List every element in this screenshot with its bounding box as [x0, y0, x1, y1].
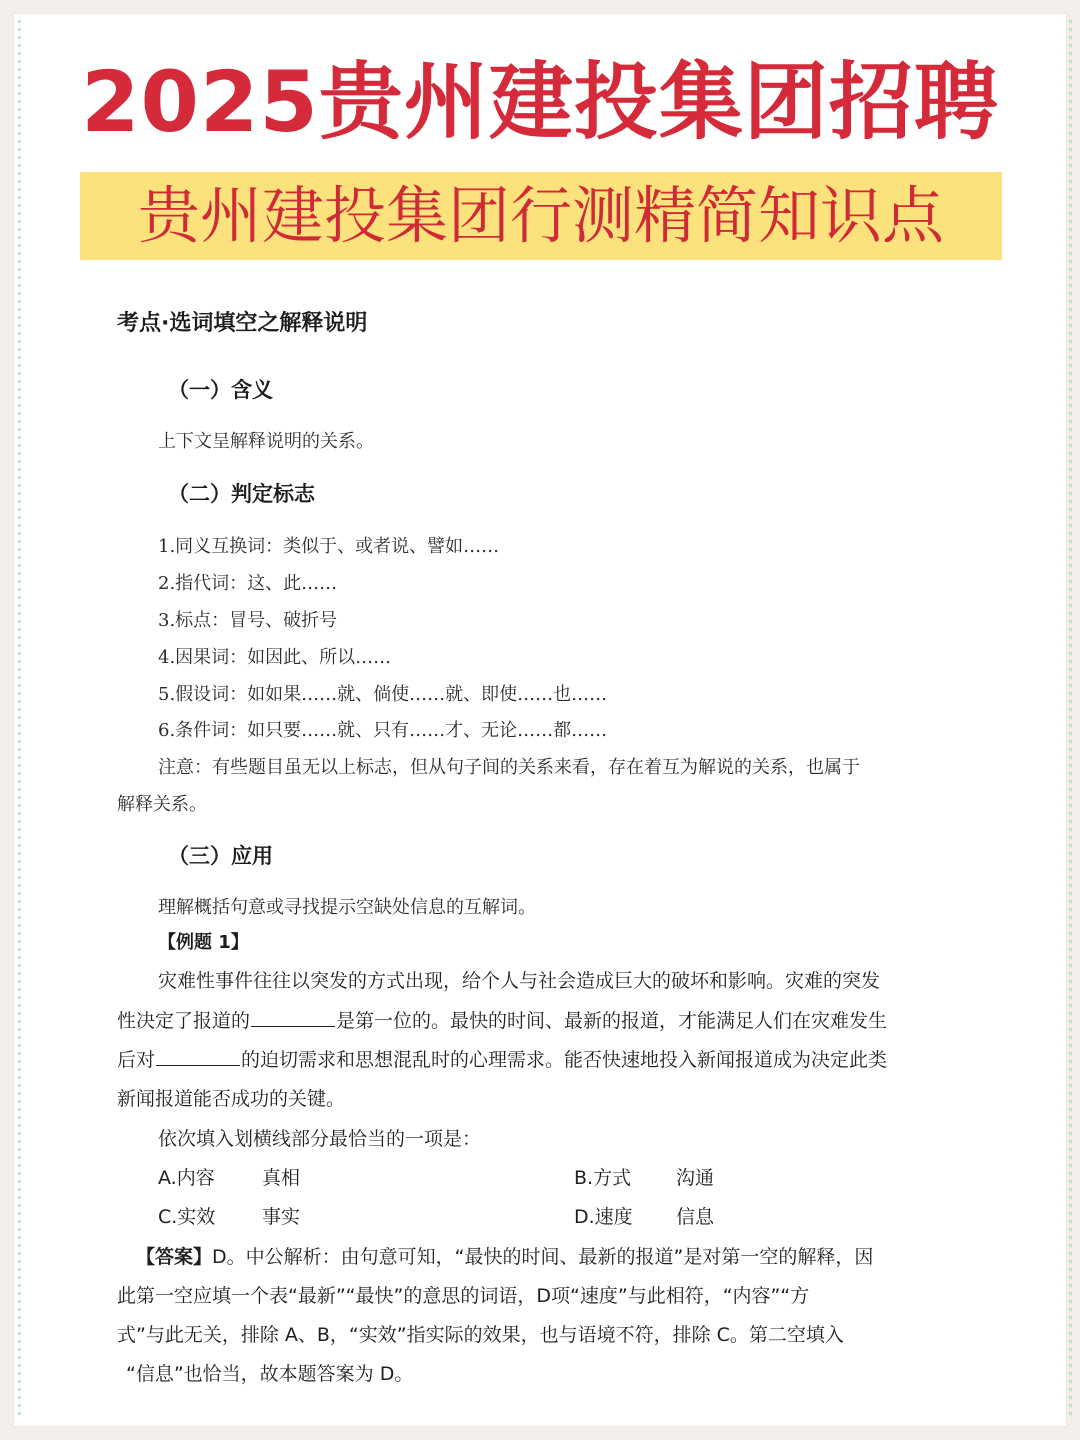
topic-heading: 考点·选词填空之解释说明	[117, 311, 368, 336]
example-question: 依次填入划横线部分最恰当的一项是：	[158, 1128, 482, 1150]
option-a-letter: A.内容	[158, 1167, 215, 1189]
page-title: 2025贵州建投集团招聘	[81, 53, 999, 151]
section-application-heading: （三）应用	[168, 844, 273, 868]
answer-line: 【答案】D。中公解析：由句意可知，“最快的时间、最新的报道”是对第一空的解释，因	[136, 1246, 874, 1268]
answer-line: 此第一空应填一个表“最新”“最快”的意思的词语，D项“速度”与此相符，“内容”“方	[117, 1285, 810, 1307]
marker-item: 4.因果词：如因此、所以……	[158, 647, 392, 668]
section-meaning-text: 上下文呈解释说明的关系。	[158, 431, 374, 452]
note-line: 注意：有些题目虽无以上标志，但从句子间的关系来看，存在着互为解说的关系，也属于	[158, 757, 860, 778]
answer-line: “信息”也恰当，故本题答案为 D。	[126, 1363, 414, 1385]
marker-item: 3.标点：冒号、破折号	[158, 610, 338, 631]
option-d-word: 信息	[676, 1206, 715, 1228]
example-label: 【例题 1】	[158, 932, 249, 953]
section-application-text: 理解概括句意或寻找提示空缺处信息的互解词。	[158, 897, 536, 918]
section-meaning-heading: （一）含义	[168, 378, 273, 402]
answer-line: 式”与此无关，排除 A、B，“实效”指实际的效果，也与语境不符，排除 C。第二空填入	[117, 1324, 844, 1346]
option-c-word: 事实	[262, 1206, 301, 1228]
marker-item: 1.同义互换词：类似于、或者说、譬如……	[158, 536, 500, 557]
example-line: 后对 的迫切需求和思想混乱时的心理需求。能否快速地投入新闻报道成为决定此类	[117, 1049, 888, 1071]
example-line: 新闻报道能否成功的关键。	[117, 1088, 346, 1110]
answer-blank-1	[251, 1012, 335, 1027]
option-c-letter: C.实效	[158, 1206, 216, 1228]
option-b-letter: B.方式	[574, 1167, 632, 1189]
option-d-letter: D.速度	[574, 1206, 633, 1228]
marker-item: 2.指代词：这、此……	[158, 573, 338, 594]
marker-item: 6.条件词：如只要……就、只有……才、无论……都……	[158, 720, 608, 741]
note-line: 解释关系。	[117, 794, 207, 815]
section-markers-heading: （二）判定标志	[168, 482, 315, 506]
example-line: 性决定了报道的 是第一位的。最快的时间、最新的报道，才能满足人们在灾难发生	[117, 1010, 888, 1032]
marker-item: 5.假设词：如如果……就、倘使……就、即使……也……	[158, 684, 608, 705]
answer-blank-2	[156, 1051, 240, 1066]
option-a-word: 真相	[262, 1167, 301, 1189]
answer-label: 【答案】	[136, 1246, 213, 1268]
option-b-word: 沟通	[676, 1167, 715, 1189]
page-subtitle: 贵州建投集团行测精简知识点	[137, 179, 944, 252]
example-line: 灾难性事件往往以突发的方式出现，给个人与社会造成巨大的破坏和影响。灾难的突发	[158, 970, 881, 992]
